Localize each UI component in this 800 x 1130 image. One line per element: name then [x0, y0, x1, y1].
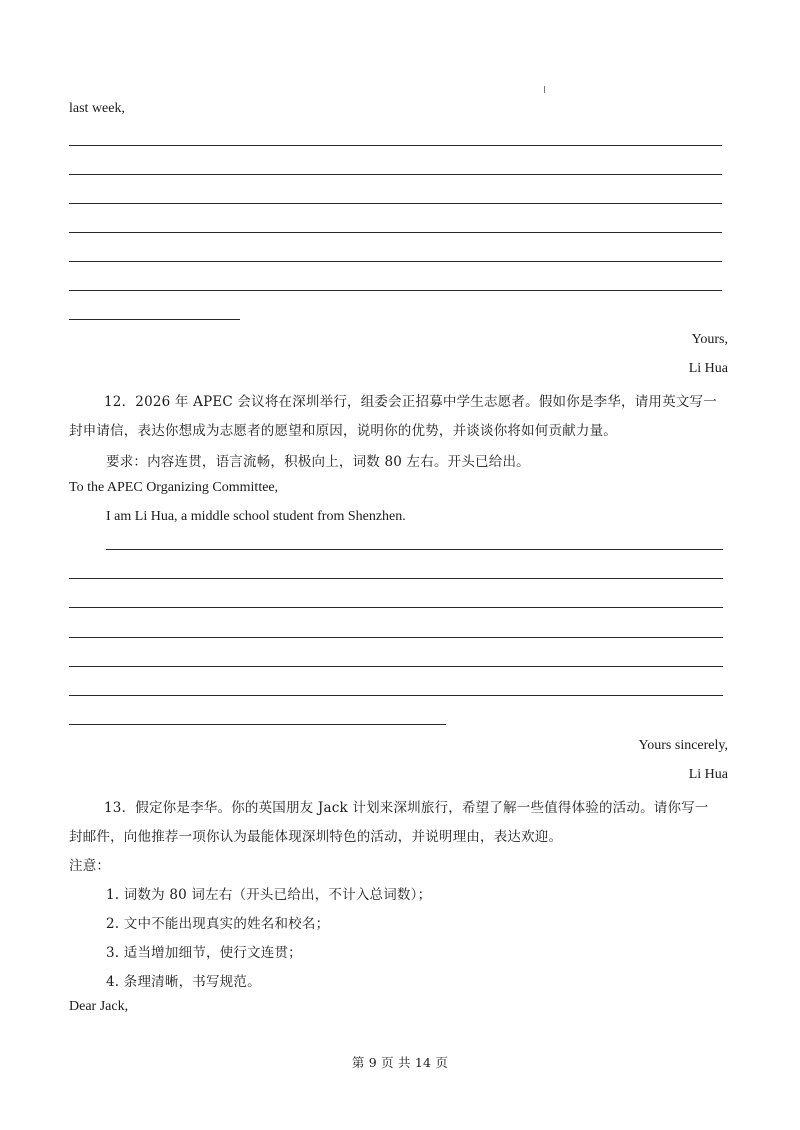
question-13-notes-title: 注意： — [69, 858, 111, 874]
writing-line — [106, 549, 723, 550]
scan-mark — [544, 86, 545, 93]
writing-line — [69, 261, 722, 262]
writing-line-short — [69, 724, 446, 725]
writing-line — [69, 666, 723, 667]
question-12-signature: Li Hua — [688, 767, 728, 782]
writing-line — [69, 203, 722, 204]
question-12-requirements: 要求：内容连贯，语言流畅，积极向上，词数 80 左右。开头已给出。 — [106, 454, 530, 470]
question-12-prompt-line2: 封申请信，表达你想成为志愿者的愿望和原因，说明你的优势，并谈谈你将如何贡献力量。 — [69, 423, 617, 439]
writing-line — [69, 607, 723, 608]
question-12-prompt-line1 — [104, 390, 717, 410]
question-12-closing: Yours sincerely, — [638, 738, 728, 753]
question-12-number: 12． — [104, 394, 136, 410]
question-13-salutation: Dear Jack, — [69, 999, 129, 1014]
question-13-prompt-line2: 封邮件，向他推荐一项你认为最能体现深圳特色的活动，并说明理由，表达欢迎。 — [69, 829, 563, 845]
writing-line — [69, 695, 723, 696]
question-13-note-4: 4. 条理清晰，书写规范。 — [106, 974, 261, 990]
question-13-number: 13． — [104, 800, 136, 816]
writing-line — [69, 578, 723, 579]
letter-closing: Yours, — [691, 332, 728, 347]
writing-line — [69, 145, 722, 146]
question-13-prompt-line1 — [104, 796, 709, 816]
question-13-note-3: 3. 适当增加细节，使行文连贯； — [106, 945, 302, 961]
question-12-opening-sentence: I am Li Hua, a middle school student from Shenzhen. — [106, 509, 406, 524]
question-13-prompt-text: 假定你是李华。你的英国朋友 Jack 计划来深圳旅行，希望了解一些值得体验的活动。请你写一 — [135, 800, 709, 816]
question-12-salutation: To the APEC Organizing Committee, — [69, 480, 279, 495]
writing-line-short — [69, 319, 240, 320]
writing-line — [69, 637, 723, 638]
writing-line — [69, 290, 722, 291]
letter-signature: Li Hua — [688, 361, 728, 376]
question-13-note-1: 1. 词数为 80 词左右（开头已给出，不计入总词数）； — [106, 887, 432, 903]
page-footer: 第 9 页 共 14 页 — [351, 1055, 449, 1070]
writing-line — [69, 232, 722, 233]
letter-opening-fragment: last week, — [69, 101, 125, 116]
writing-line — [69, 174, 722, 175]
question-13-note-2: 2. 文中不能出现真实的姓名和校名； — [106, 916, 330, 932]
question-12-prompt-text: 2026 年 APEC 会议将在深圳举行，组委会正招募中学生志愿者。假如你是李华，请用英文写一 — [135, 394, 717, 410]
